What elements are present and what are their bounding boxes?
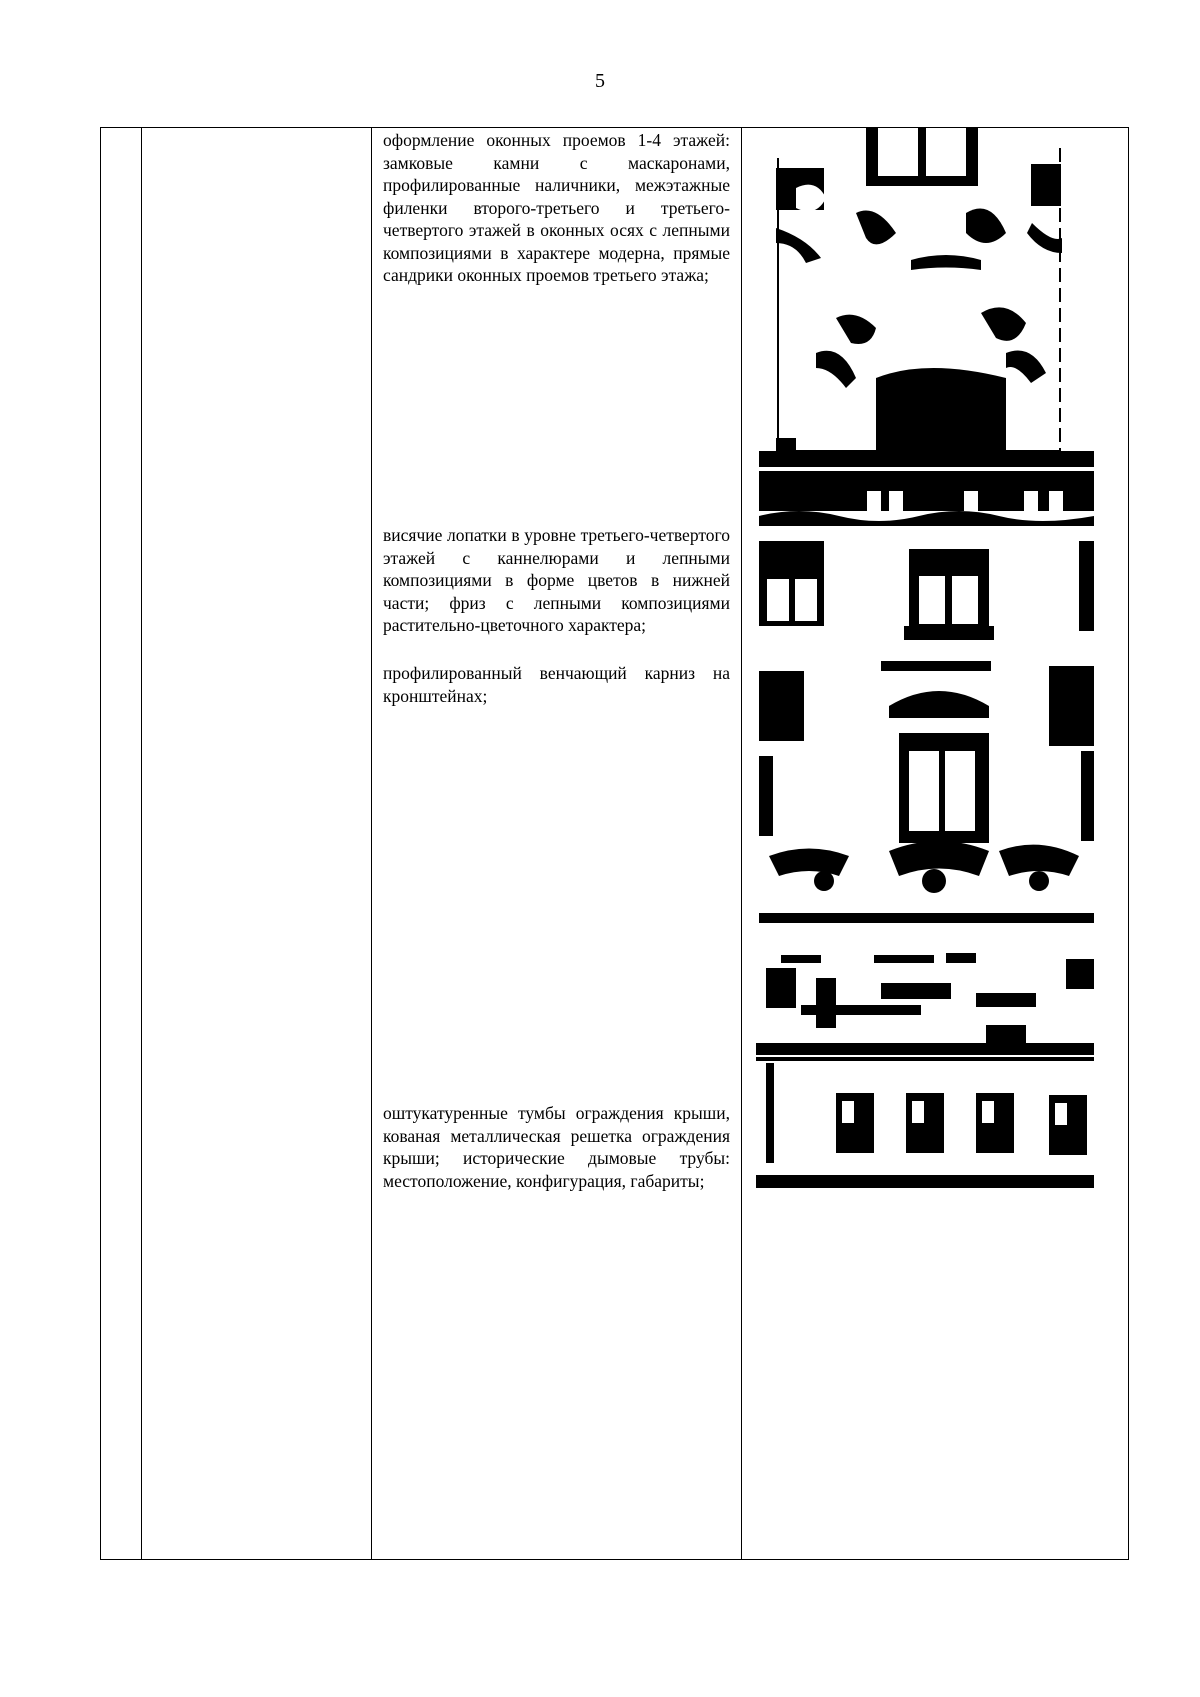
- column-divider: [371, 128, 372, 1559]
- row-2-description: висячие лопатки в уровне третьего-четвертого этажей с каннелюрами и лепными композициями в форме цветов в нижней части; фриз с лепными композициями растительно-цветочного характера;: [383, 525, 730, 635]
- row-1-description: оформление оконных проемов 1-4 этажей: замковые камни с маскаронами, профилированные наличники, межэтажные филенки второго-третьего и третьего-четвертого этажей в оконных осях с лепными композициями в характере модерна, прямые сандрики оконных проемов третьего этажа;: [383, 130, 730, 285]
- roofline-photo: [756, 943, 1094, 1188]
- row-3-description: оштукатуренные тумбы ограждения крыши, кованая металлическая решетка ограждения крыши; исторические дымовые трубы: местоположение, конфигурация, габариты;: [383, 1103, 730, 1191]
- row-2-description-cornice: профилированный венчающий карниз на кронштейнах;: [383, 663, 730, 706]
- window-detail-photo: [776, 128, 1062, 453]
- column-divider: [741, 128, 742, 1559]
- column-divider: [141, 128, 142, 1559]
- page-number: 5: [595, 70, 605, 92]
- facade-floors-photo: [759, 451, 1094, 925]
- document-table: [100, 127, 1129, 1560]
